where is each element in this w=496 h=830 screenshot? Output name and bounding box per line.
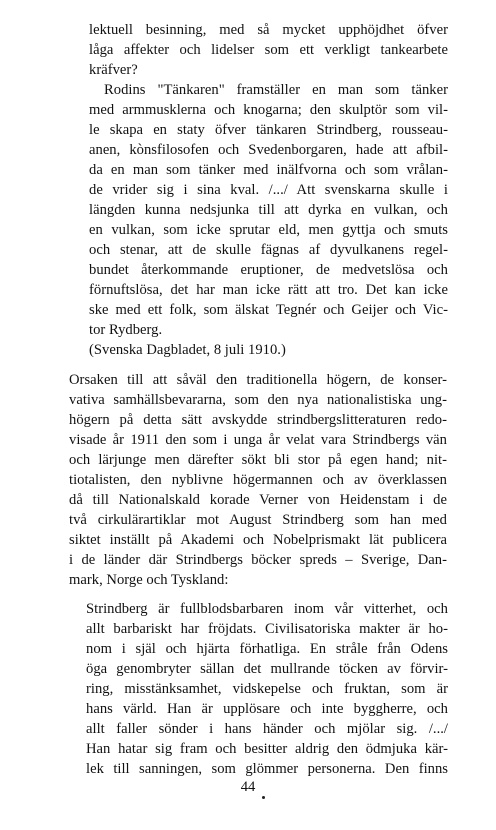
body-line: Orsaken till att såväl den traditionella högern, de konser- xyxy=(69,372,447,388)
quote-line: kräfver? xyxy=(89,62,138,78)
quote-line: ske med ett folk, som älskat Tegnér och Geijer och Vic- xyxy=(89,302,448,318)
quote-line: allt faller sönder i hans händer och mjölar sig. /.../ xyxy=(86,721,448,737)
body-line: vativa samhällsbevararna, som den nya nationalistiska ung- xyxy=(69,392,447,408)
quote-line: öga genombryter sällan det mullrande töcken av förvir- xyxy=(86,661,448,677)
quote-line: hans värld. Han är upplösare och inte byggherre, och xyxy=(86,701,448,717)
quote-line: nom i själ och hjärta förhatliga. En stråle från Odens xyxy=(86,641,448,657)
quote-line: bundet återkommande eruptioner, de medvetslösa och xyxy=(89,262,448,278)
body-line: och lärjunge men därefter sökt bli stor på egen hand; nit- xyxy=(69,452,447,468)
page-number: 44 xyxy=(240,779,256,795)
body-line: mark, Norge och Tyskland: xyxy=(69,572,229,588)
quote-line: Strindberg är fullblodsbarbaren inom vår vitterhet, och xyxy=(86,601,448,617)
quote-line: med armmusklerna och knogarna; den skulptör som vil- xyxy=(89,102,448,118)
quote-line: ring, misstänksamhet, vidskepelse och fruktan, som är xyxy=(86,681,448,697)
body-line: siktet inställt på Akademi och Nobelprismakt lät publicera xyxy=(69,532,447,548)
body-line: tiotalisten, den nyblivne högermannen och av överklassen xyxy=(69,472,447,488)
quote-line: allt barbariskt har fröjdats. Civilisatoriska makter är ho- xyxy=(86,621,448,637)
quote-line: Han hatar sig fram och besitter aldrig den ödmjuka kär- xyxy=(86,741,448,757)
quote-line: lek till sanningen, som glömmer personerna. Den finns xyxy=(86,761,448,777)
quote-line: tor Rydberg. xyxy=(89,322,163,338)
quote-line: Rodins "Tänkaren" framställer en man som tänker xyxy=(104,82,448,98)
quote-line: längden kunna nedsjunka till att dyrka en vulkan, och xyxy=(89,202,448,218)
quote-line: låga affekter och lidelser som ett verkligt tankearbete xyxy=(89,42,448,58)
quote-line: och stenar, att de skulle fägnas af dyvulkanens regel- xyxy=(89,242,448,258)
quote-line: de vrider sig i sina kval. /.../ Att svenskarna skulle i xyxy=(89,182,448,198)
quote-line: le skapa en staty öfver tänkaren Strindberg, rousseau- xyxy=(89,122,448,138)
print-mark xyxy=(262,796,265,799)
quote-line: da en man som tänker med inälfvorna och som vrålan- xyxy=(89,162,448,178)
quote-citation: (Svenska Dagbladet, 8 juli 1910.) xyxy=(89,342,286,358)
body-line: då till Nationalskald korade Verner von Heidenstam i de xyxy=(69,492,447,508)
quote-line: anen, kònsfilosofen och Svedenborgaren, hade att afbil- xyxy=(89,142,448,158)
body-line: två cirkulärartiklar mot August Strindberg som han med xyxy=(69,512,447,528)
body-line: visade år 1911 den som i unga år velat vara Strindbergs vän xyxy=(69,432,447,448)
quote-line: en vulkan, som icke sprutar eld, men gyttja och smuts xyxy=(89,222,448,238)
quote-line: förnuftslösa, det har man icke rätt att tro. Det kan icke xyxy=(89,282,448,298)
body-line: i de länder där Strindbergs böcker spreds – Sverige, Dan- xyxy=(69,552,447,568)
quote-line: lektuell besinning, med så mycket upphöjdhet öfver xyxy=(89,22,448,38)
body-line: högern på detta sätt avskydde strindbergslitteraturen redo- xyxy=(69,412,447,428)
